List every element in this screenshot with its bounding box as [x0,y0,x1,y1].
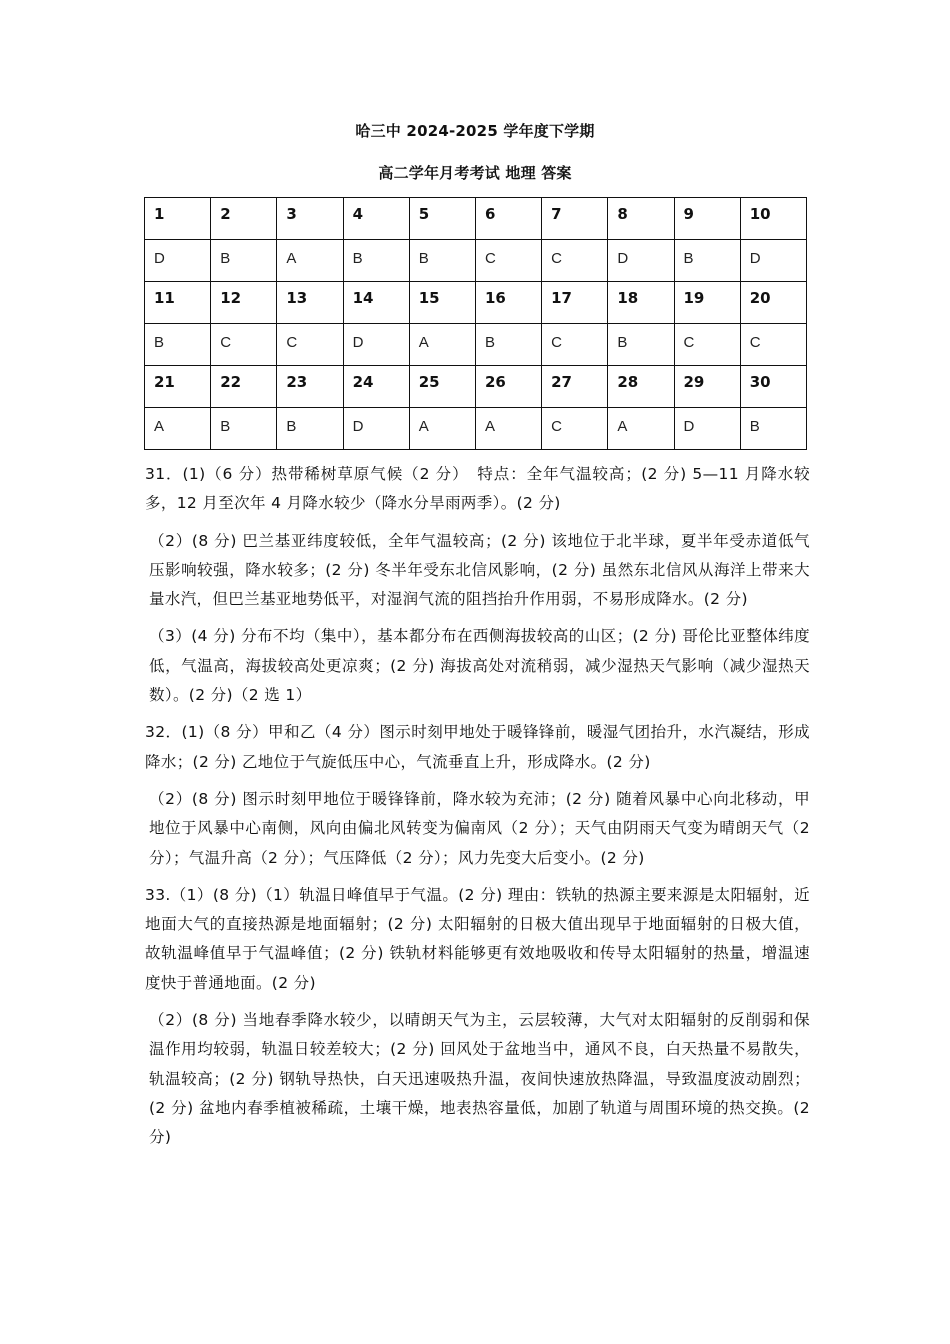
question-number-cell: 10 [740,198,806,240]
question-number-cell: 9 [674,198,740,240]
answer-cell: C [211,324,277,366]
answer-cell: B [211,240,277,282]
question-number-cell: 20 [740,282,806,324]
question-number-cell: 17 [542,282,608,324]
answer-table [144,197,807,450]
question-number-cell: 14 [343,282,409,324]
answer-cell: A [277,240,343,282]
question-number-cell: 3 [277,198,343,240]
answer-cell: B [674,240,740,282]
answer-paragraph: （2）(8 分) 巴兰基亚纬度较低，全年气温较高；(2 分) 该地位于北半球，夏半年受赤道低气压影响较强，降水较多；(2 分) 冬半年受东北信风影响，(2 分) 虽然东北信风从海洋上带来大量水汽，但巴兰基亚地势低平，对湿润气流的阻挡抬升作用弱，不易形成降水。(2 分) [149,531,810,609]
question-number-row [145,366,807,408]
answer-cell: C [542,324,608,366]
answer-table-body [145,198,807,450]
answer-cell: B [608,324,674,366]
answer-paragraph: （2）(8 分) 当地春季降水较少，以晴朗天气为主，云层较薄，大气对太阳辐射的反削弱和保温作用均较弱，轨温日较差较大；(2 分) 回风处于盆地当中，通风不良，白天热量不易散失，轨温较高；(2 分) 钢轨导热快，白天迅速吸热升温，夜间快速放热降温，导致温度波动剧烈；(2 分) 盆地内春季植被稀疏，土壤干燥，地表热容量低，加剧了轨道与周围环境的热交换。(2 分) [149,1011,810,1147]
question-number-row [145,198,807,240]
answer-cell: B [211,408,277,450]
question-number-cell: 19 [674,282,740,324]
document-title: 哈三中 2024-2025 学年度下学期 [355,122,595,140]
answer-cell: A [145,408,211,450]
question-number-cell: 13 [277,282,343,324]
question-number-cell: 11 [145,282,211,324]
answer-cell: B [145,324,211,366]
question-number-cell: 27 [542,366,608,408]
answer-cell: D [343,408,409,450]
answer-cell: C [740,324,806,366]
answer-cell: B [475,324,541,366]
question-number-cell: 22 [211,366,277,408]
answer-cell: C [277,324,343,366]
question-number-cell: 4 [343,198,409,240]
answer-cell: A [475,408,541,450]
answer-paragraph: 31．(1)（6 分）热带稀树草原气候（2 分） 特点：全年气温较高；(2 分) 5—11 月降水较多，12 月至次年 4 月降水较少（降水分旱雨两季）。(2 分) [145,465,810,513]
answer-paragraph: 32．(1)（8 分）甲和乙（4 分）图示时刻甲地处于暖锋锋前，暖湿气团抬升，水汽凝结，形成降水；(2 分) 乙地位于气旋低压中心，气流垂直上升，形成降水。(2 分) [145,723,810,771]
answer-cell: D [674,408,740,450]
answer-row [145,324,807,366]
answer-cell: A [608,408,674,450]
answer-row [145,408,807,450]
question-number-cell: 8 [608,198,674,240]
question-number-cell: 28 [608,366,674,408]
answer-paragraph: （3）(4 分) 分布不均（集中），基本都分布在西侧海拔较高的山区；(2 分) 哥伦比亚整体纬度低，气温高，海拔较高处更凉爽；(2 分) 海拔高处对流稍弱，减少湿热天气影响（减少湿热天数）。(2 分)（2 选 1） [149,627,810,705]
answer-cell: B [277,408,343,450]
question-number-cell: 5 [409,198,475,240]
question-number-row [145,282,807,324]
question-number-cell: 2 [211,198,277,240]
answer-cell: C [475,240,541,282]
answer-cell: A [409,324,475,366]
question-number-cell: 1 [145,198,211,240]
question-number-cell: 16 [475,282,541,324]
answer-cell: D [145,240,211,282]
question-number-cell: 29 [674,366,740,408]
answer-cell: D [343,324,409,366]
question-number-cell: 21 [145,366,211,408]
answer-cell: C [542,240,608,282]
answer-cell: C [542,408,608,450]
answer-cell: B [740,408,806,450]
question-number-cell: 18 [608,282,674,324]
answer-cell: D [740,240,806,282]
question-number-cell: 25 [409,366,475,408]
question-number-cell: 12 [211,282,277,324]
answer-paragraph: 33.（1）(8 分)（1）轨温日峰值早于气温。(2 分) 理由：铁轨的热源主要来源是太阳辐射，近地面大气的直接热源是地面辐射；(2 分) 太阳辐射的日极大值出现早于地面辐射的日极大值，故轨温峰值早于气温峰值；(2 分) 铁轨材料能够更有效地吸收和传导太阳辐射的热量，增温速度快于普通地面。(2 分) [145,885,810,992]
question-number-cell: 30 [740,366,806,408]
question-number-cell: 7 [542,198,608,240]
question-number-cell: 26 [475,366,541,408]
question-number-cell: 6 [475,198,541,240]
answer-cell: C [674,324,740,366]
answer-cell: B [409,240,475,282]
answer-cell: B [343,240,409,282]
question-number-cell: 24 [343,366,409,408]
answer-cell: D [608,240,674,282]
answer-row [145,240,807,282]
question-number-cell: 15 [409,282,475,324]
answer-cell: A [409,408,475,450]
document-subtitle: 高二学年月考考试 地理 答案 [378,164,572,182]
answer-paragraph: （2）(8 分) 图示时刻甲地位于暖锋锋前，降水较为充沛；(2 分) 随着风暴中心向北移动，甲地位于风暴中心南侧，风向由偏北风转变为偏南风（2 分）；天气由阴雨天气变为晴朗天气（2 分）；气温升高（2 分）；气压降低（2 分）；风力先变大后变小。(2 分) [149,789,810,867]
answer-explanations [145,460,810,1161]
question-number-cell: 23 [277,366,343,408]
